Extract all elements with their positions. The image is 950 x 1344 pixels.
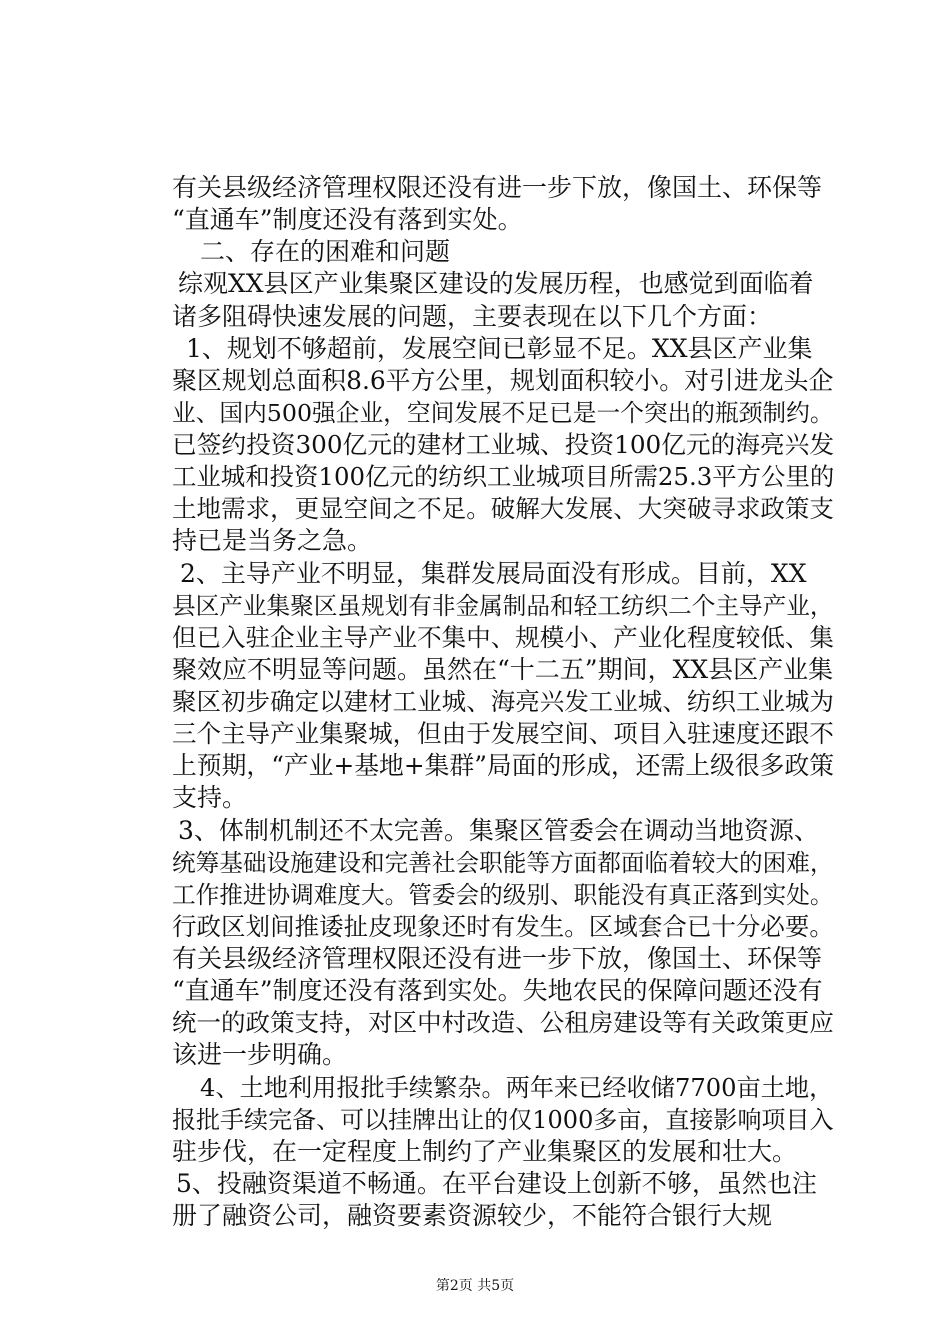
text-line: 县区产业集聚区虽规划有非金属制品和轻工纺织二个主导产业，: [172, 592, 834, 620]
text-line: 4、土地利用报批手续繁杂。两年来已经收储7700亩土地，: [200, 1074, 834, 1102]
text-line: 工业城和投资100亿元的纺织工业城项目所需25.3平方公里的: [172, 462, 835, 491]
text-line: 聚效应不明显等问题。虽然在“十二五”期间，XX县区产业集: [172, 655, 834, 684]
text-line: 综观XX县区产业集聚区建设的发展历程，也感觉到面临着: [178, 269, 814, 298]
text-line: 但已入驻企业主导产业不集中、规模小、产业化程度较低、集: [172, 623, 834, 652]
text-line: 诸多阻碍快速发展的问题，主要表现在以下几个方面：: [172, 302, 773, 331]
section-heading: 二、存在的困难和问题: [200, 237, 451, 266]
text-line: 统筹基础设施建设和完善社会职能等方面都面临着较大的困难，: [172, 849, 834, 877]
page-footer: 第2页 共5页: [435, 1278, 515, 1294]
text-line: “直通车”制度还没有落到实处。失地农民的保障问题还没有: [172, 976, 823, 1005]
text-line: 册了融资公司，融资要素资源较少，不能符合银行大规: [172, 1201, 773, 1230]
text-line: 该进一步明确。: [172, 1040, 348, 1069]
text-line: 行政区划间推诿扯皮现象还时有发生。区域套合已十分必要。: [172, 912, 834, 941]
text-line: 有关县级经济管理权限还没有进一步下放，像国土、环保等: [172, 173, 823, 202]
text-line: 报批手续完备、可以挂牌出让的仅1000多亩，直接影响项目入: [172, 1106, 834, 1134]
text-line: 上预期，“产业+基地+集群”局面的形成，还需上级很多政策: [172, 751, 835, 780]
text-line: 土地需求，更显空间之不足。破解大发展、大突破寻求政策支: [172, 494, 834, 523]
text-line: 5、投融资渠道不畅通。在平台建设上创新不够，虽然也注: [176, 1169, 817, 1198]
text-line: 已签约投资300亿元的建材工业城、投资100亿元的海亮兴发: [172, 430, 835, 459]
text-line: 业、国内500强企业，空间发展不足已是一个突出的瓶颈制约。: [172, 399, 834, 427]
text-line: 三个主导产业集聚城，但由于发展空间、项目入驻速度还跟不: [172, 719, 834, 748]
text-line: 工作推进协调难度大。管委会的级别、职能没有真正落到实处。: [172, 881, 834, 909]
text-line: 聚区规划总面积8.6平方公里，规划面积较小。对引进龙头企: [172, 366, 834, 395]
text-line: 驻步伐，在一定程度上制约了产业集聚区的发展和壮大。: [172, 1137, 798, 1166]
text-line: 1、规划不够超前，发展空间已彰显不足。XX县区产业集: [186, 334, 813, 363]
text-line: 3、体制机制还不太完善。集聚区管委会在调动当地资源、: [178, 816, 819, 845]
text-line: 有关县级经济管理权限还没有进一步下放，像国土、环保等: [172, 944, 823, 973]
text-line: “直通车”制度还没有落到实处。: [172, 205, 523, 234]
text-line: 聚区初步确定以建材工业城、海亮兴发工业城、纺织工业城为: [172, 687, 834, 716]
text-line: 统一的政策支持，对区中村改造、公租房建设等有关政策更应: [172, 1008, 834, 1037]
text-line: 2、主导产业不明显，集群发展局面没有形成。目前，XX: [180, 559, 807, 588]
text-line: 持已是当务之急。: [172, 526, 373, 555]
text-line: 支持。: [172, 783, 248, 812]
